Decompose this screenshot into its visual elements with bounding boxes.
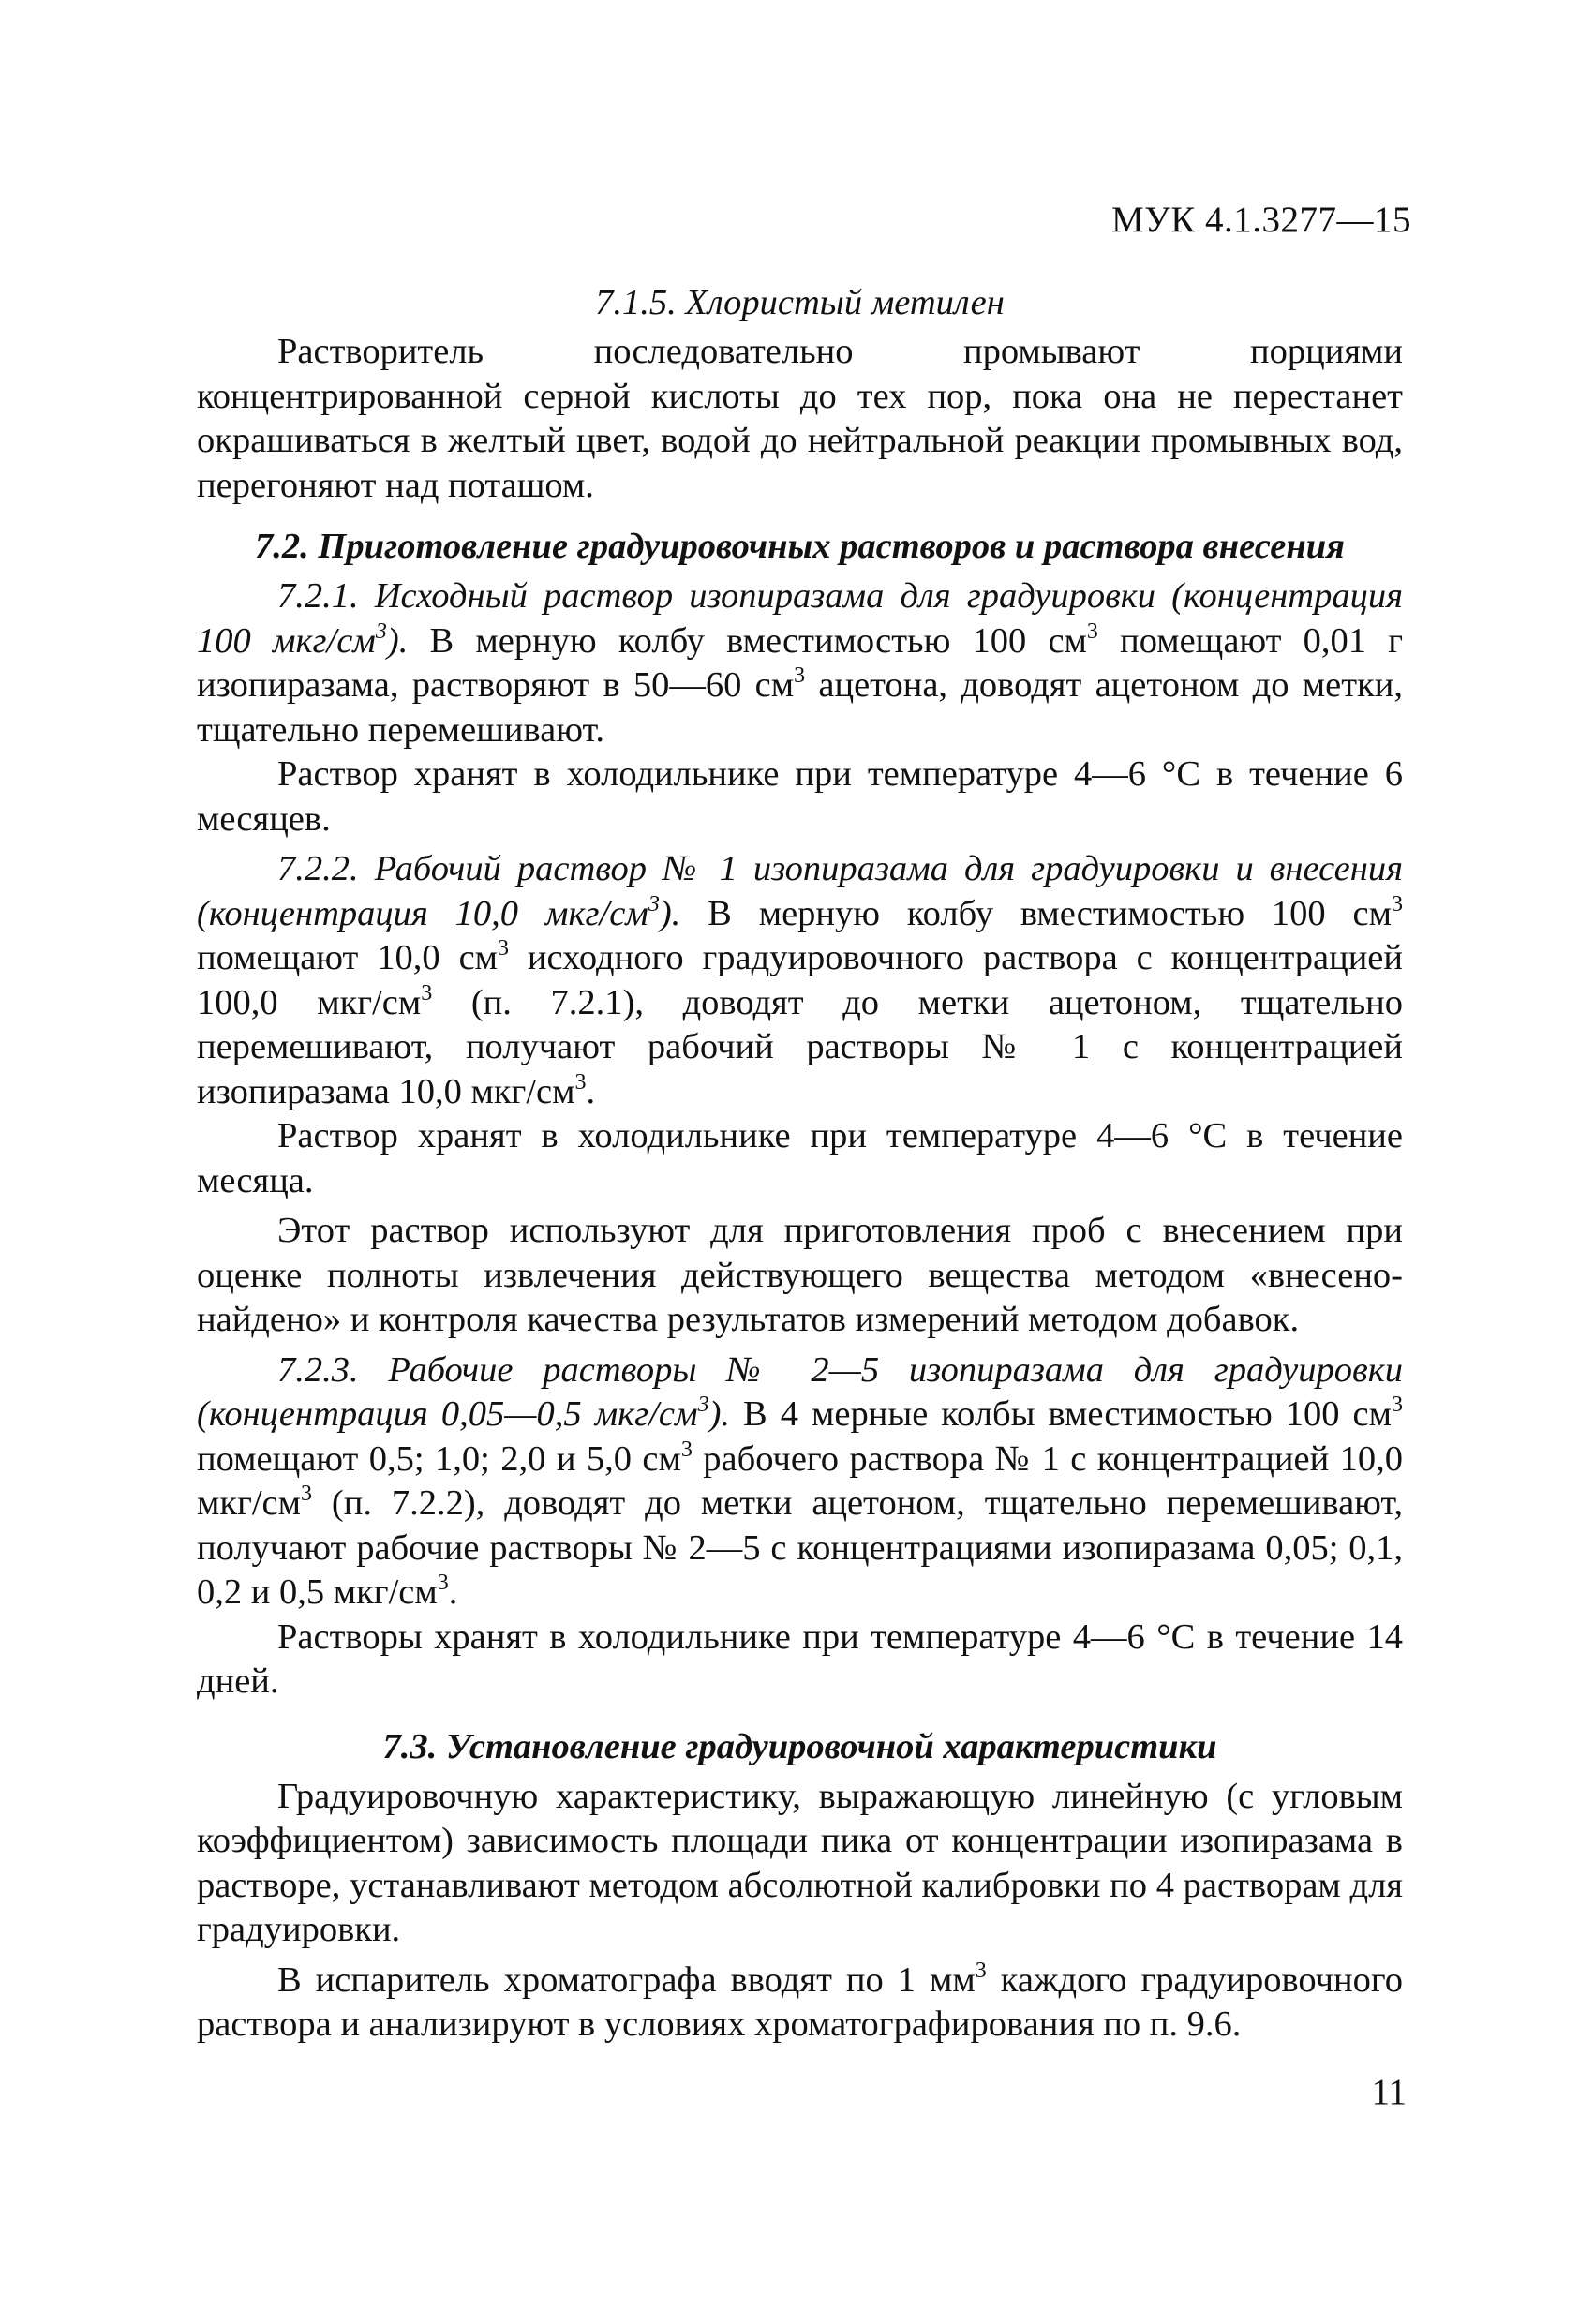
subsection-title-7-1-5: 7.1.5. Хлористый метилен	[595, 283, 1005, 322]
subsection-lead-7-2-2: 7.2.2. Рабочий раствор № 1 изопиразама для градуировки и внесения (концентрация 10,0 мкг/$см^3$).	[197, 849, 1403, 933]
paragraph-7-2-3-storage: Растворы хранят в холодильнике при температуре 4—6 °С в течение 14 дней.	[197, 1616, 1403, 1701]
paragraph-7-3: Градуировочную характеристику, выражающую линейную (с угловым коэффициентом) зависимость площади пика от концентрации изопиразама в растворе, устанавливают методом абсолютной калибровки по 4 растворам для градуировки.	[197, 1776, 1403, 1949]
paragraph-7-2-1-storage: Раствор хранят в холодильнике при температуре 4—6 °С в течение 6 месяцев.	[197, 754, 1403, 839]
section-title-7-2: 7.2. Приготовление градуировочных растворов и раствора внесения	[255, 527, 1345, 566]
page-number: 11	[1371, 2072, 1407, 2112]
paragraph-7-3-injection: В испаритель хроматографа вводят по 1 $мм^3$ каждого градуировочного раствора и анализируют в условиях хроматографирования по п. 9.6.	[197, 1958, 1403, 2044]
subsection-lead-7-2-1: 7.2.1. Исходный раствор изопиразама для градуировки (концентрация 100 мкг/$см^3$).	[197, 576, 1403, 661]
document-body	[197, 281, 1403, 2053]
paragraph-7-2-3: 7.2.3. Рабочие растворы № 2—5 изопиразама для градуировки (концентрация 0,05—0,5 мкг/$см^3$). В 4 мерные колбы вместимостью 100 $см^3$ помещают 0,5; 1,0; 2,0 и 5,0 $см^3$ рабочего раствора № 1 с концентрацией 10,0 мкг/$см^3$ (п. 7.2.2), доводят до метки ацетоном, тщательно перемешивают, получают рабочие растворы № 2—5 с концентрациями изопиразама 0,05; 0,1, 0,2 и 0,5 мкг/$см^3$.	[197, 1349, 1404, 1612]
paragraph-7-1-5: Растворитель последовательно промывают порциями концентрированной серной кислоты до тех пор, пока она не перестанет окрашиваться в желтый цвет, водой до нейтральной реакции промывных вод, перегоняют над поташом.	[197, 332, 1403, 505]
section-title-7-3: 7.3. Установление градуировочной характеристики	[382, 1726, 1217, 1766]
paragraph-7-2-1: 7.2.1. Исходный раствор изопиразама для градуировки (концентрация 100 мкг/$см^3$). В мерную колбу вместимостью 100 $см^3$ помещают 0,01 г изопиразама, растворяют в 50—60 $см^3$ ацетона, доводят ацетоном до метки, тщательно перемешивают.	[197, 576, 1403, 750]
paragraph-7-2-2-storage: Раствор хранят в холодильнике при температуре 4—6 °С в течение месяца.	[197, 1116, 1403, 1200]
paragraph-7-2-2-usage: Этот раствор используют для приготовления проб с внесением при оценке полноты извлечения действующего вещества методом «внесено-найдено» и контроля качества результатов измерений методом добавок.	[197, 1211, 1403, 1339]
paragraph-7-2-2: 7.2.2. Рабочий раствор № 1 изопиразама для градуировки и внесения (концентрация 10,0 мкг/$см^3$). В мерную колбу вместимостью 100 $см^3$ помещают 10,0 $см^3$ исходного градуировочного раствора с концентрацией 100,0 мкг/$см^3$ (п. 7.2.1), доводят до метки ацетоном, тщательно перемешивают, получают рабочий растворы № 1 с концентрацией изопиразама 10,0 мкг/$см^3$.	[197, 849, 1403, 1111]
subsection-lead-7-2-3: 7.2.3. Рабочие растворы № 2—5 изопиразама для градуировки (концентрация 0,05—0,5 мкг/$см^3$).	[197, 1349, 1403, 1434]
document-code-header: МУК 4.1.3277—15	[1110, 200, 1411, 240]
